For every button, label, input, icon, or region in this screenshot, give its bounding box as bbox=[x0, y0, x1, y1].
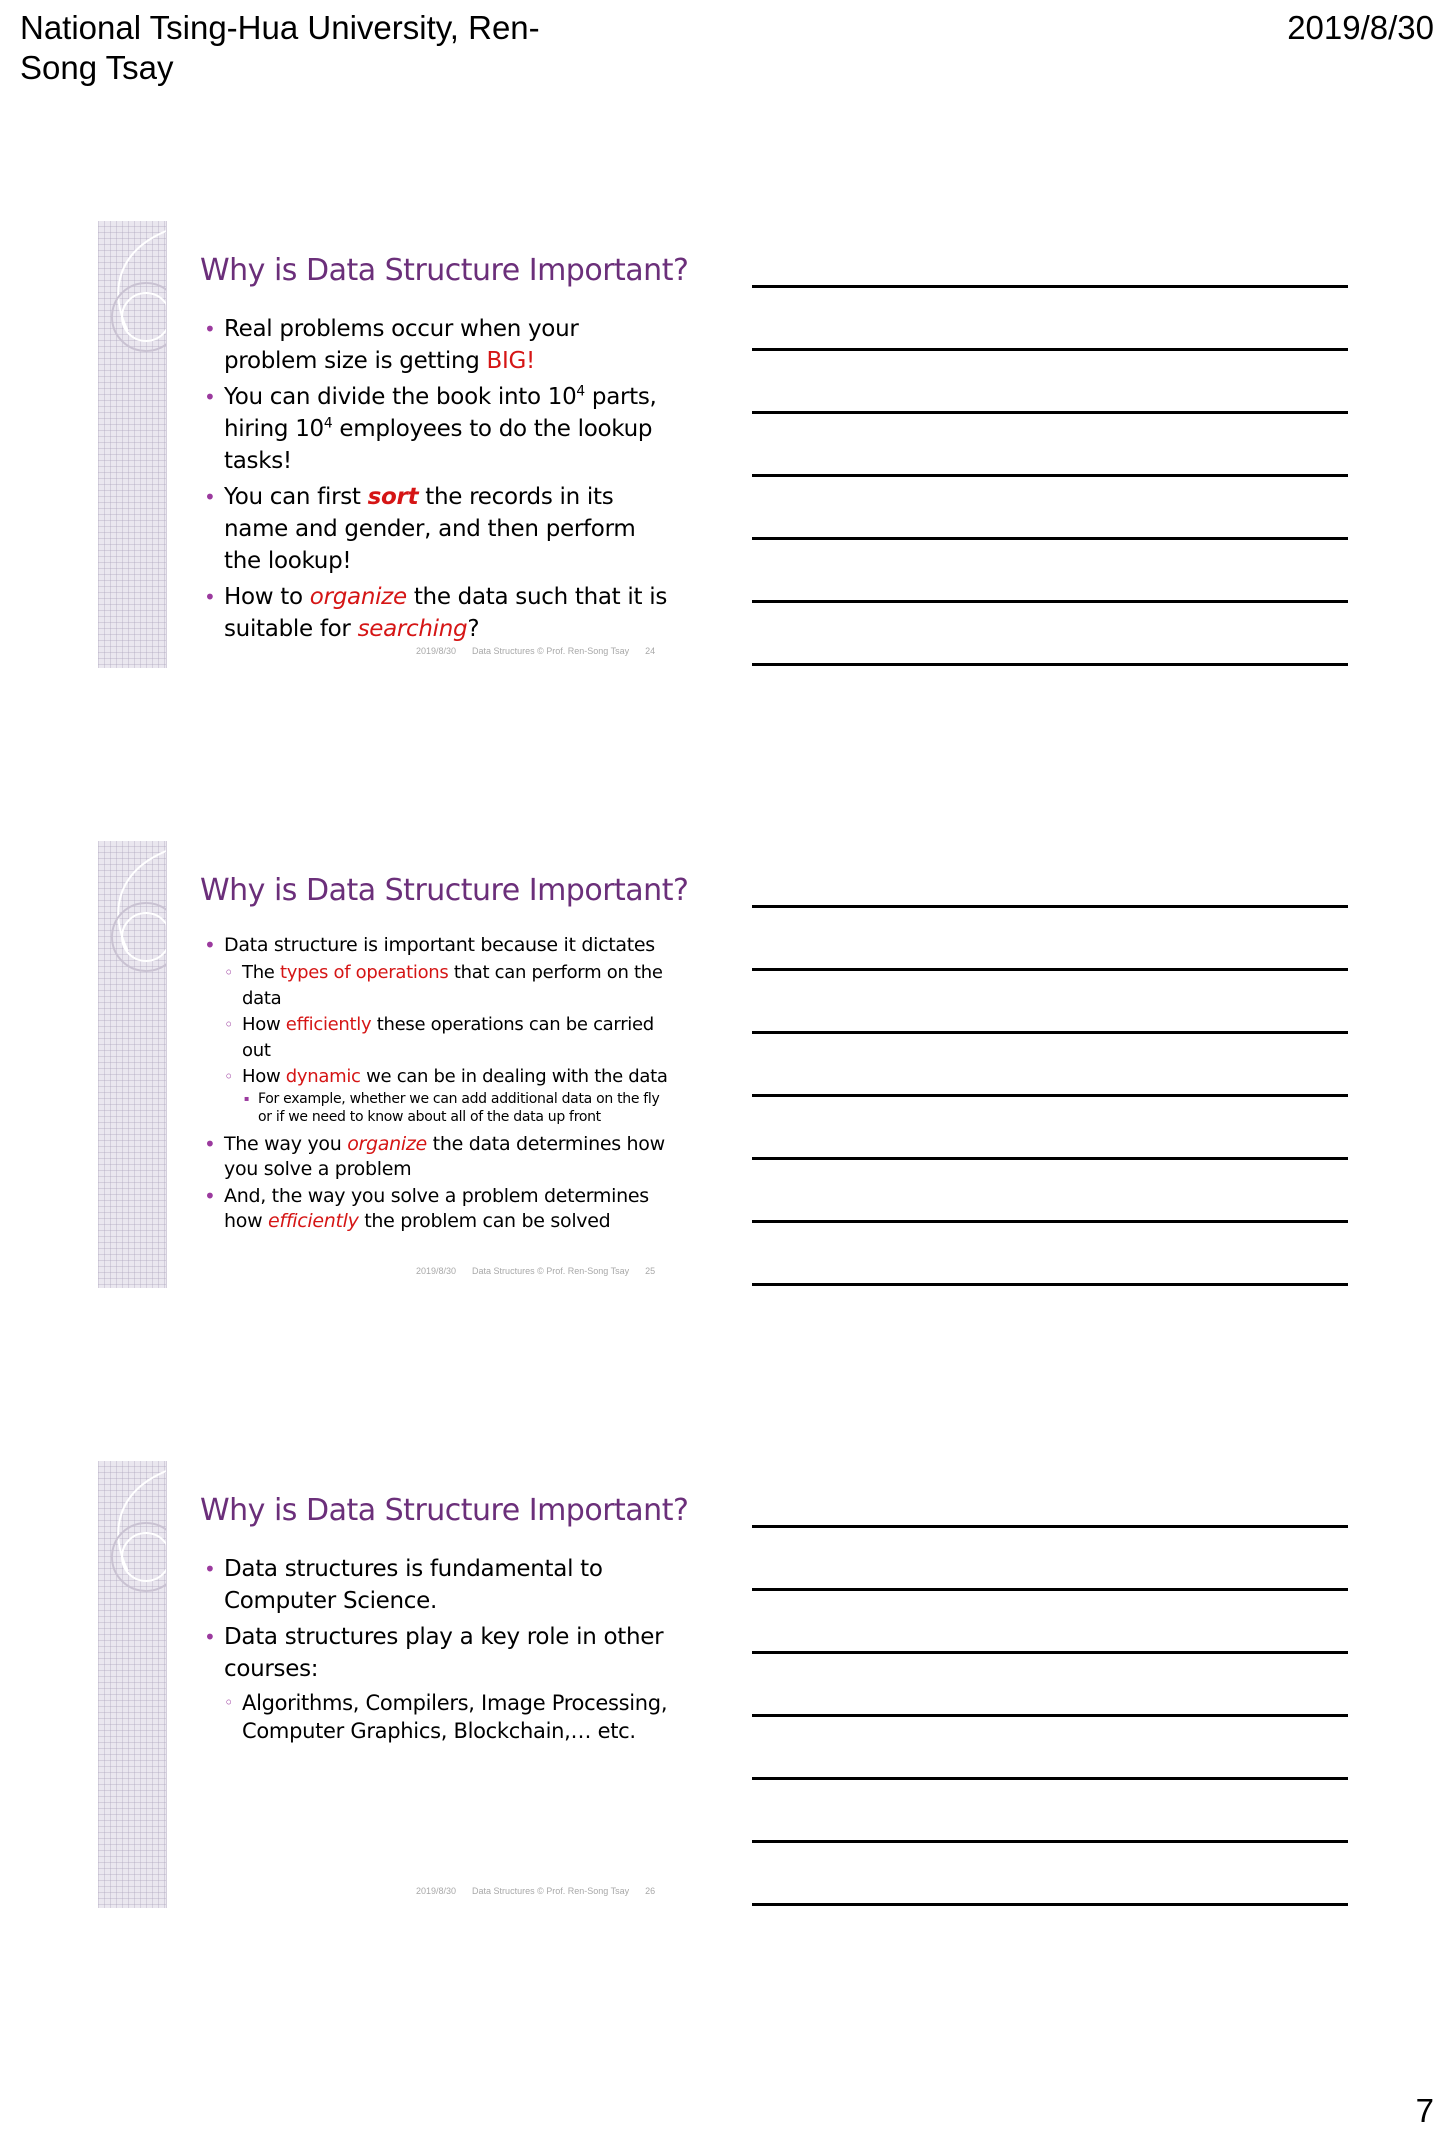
bullet: • Real problems occur when your problem size is getting BIG! bbox=[204, 313, 674, 377]
note-line bbox=[752, 1220, 1348, 1223]
note-line bbox=[752, 1777, 1348, 1780]
bullet: • How to organize the data such that it is suitable for searching? bbox=[204, 581, 674, 645]
note-line bbox=[752, 1283, 1348, 1286]
sub-bullet: ◦ How efficiently these operations can be carried out bbox=[204, 1012, 674, 1064]
bullet: • Data structure is important because it dictates bbox=[204, 933, 674, 958]
sub-bullet: ◦ Algorithms, Compilers, Image Processing, Computer Graphics, Blockchain,… etc. bbox=[204, 1689, 674, 1745]
bullet: • Data structures play a key role in other courses: bbox=[204, 1621, 674, 1685]
slide-title: Why is Data Structure Important? bbox=[200, 873, 689, 908]
slide-body bbox=[204, 313, 674, 649]
note-line bbox=[752, 905, 1348, 908]
note-line bbox=[752, 348, 1348, 351]
sub-sub-bullet: ▪ For example, whether we can add additional data on the fly or if we need to know about all of the data up front bbox=[204, 1090, 674, 1126]
note-line bbox=[752, 1525, 1348, 1528]
note-line bbox=[752, 1094, 1348, 1097]
slide-footer: 2019/8/30 Data Structures © Prof. Ren-Song Tsay 24 bbox=[416, 646, 656, 656]
bullet: • And, the way you solve a problem determines how efficiently the problem can be solved bbox=[204, 1184, 674, 1234]
slide-body bbox=[204, 933, 674, 1236]
note-line bbox=[752, 285, 1348, 288]
note-line bbox=[752, 1714, 1348, 1717]
slide-decoration bbox=[98, 841, 167, 1288]
note-line bbox=[752, 1031, 1348, 1034]
note-line bbox=[752, 600, 1348, 603]
slide-25 bbox=[98, 841, 698, 1288]
note-line bbox=[752, 1840, 1348, 1843]
slide-footer: 2019/8/30 Data Structures © Prof. Ren-Song Tsay 26 bbox=[416, 1886, 656, 1896]
bullet: • You can divide the book into $10^4$ parts, hiring $10^4$ employees to do the lookup tasks! bbox=[204, 381, 674, 477]
header-date: 2019/8/30 bbox=[1287, 9, 1434, 46]
note-line bbox=[752, 1588, 1348, 1591]
sub-bullet: ◦ The types of operations that can perform on the data bbox=[204, 960, 674, 1012]
slide-footer: 2019/8/30 Data Structures © Prof. Ren-Song Tsay 25 bbox=[416, 1266, 656, 1276]
slide-decoration bbox=[98, 1461, 167, 1908]
bullet: • Data structures is fundamental to Computer Science. bbox=[204, 1553, 674, 1617]
sub-bullet: ◦ How dynamic we can be in dealing with the data bbox=[204, 1064, 674, 1090]
header-title: National Tsing-Hua University, Ren-Song Tsay bbox=[20, 9, 540, 86]
slide-body bbox=[204, 1553, 674, 1745]
note-line bbox=[752, 1651, 1348, 1654]
slide-24 bbox=[98, 221, 698, 668]
note-line bbox=[752, 411, 1348, 414]
bullet: • The way you organize the data determines how you solve a problem bbox=[204, 1132, 674, 1182]
note-line bbox=[752, 537, 1348, 540]
slide-26 bbox=[98, 1461, 698, 1908]
slide-title: Why is Data Structure Important? bbox=[200, 1493, 689, 1528]
note-line bbox=[752, 1157, 1348, 1160]
slide-title: Why is Data Structure Important? bbox=[200, 253, 689, 288]
note-line bbox=[752, 1903, 1348, 1906]
page-number: 7 bbox=[1415, 2092, 1434, 2129]
note-line bbox=[752, 663, 1348, 666]
bullet: • You can first sort the records in its name and gender, and then perform the lookup! bbox=[204, 481, 674, 577]
note-line bbox=[752, 968, 1348, 971]
slide-decoration bbox=[98, 221, 167, 668]
note-line bbox=[752, 474, 1348, 477]
